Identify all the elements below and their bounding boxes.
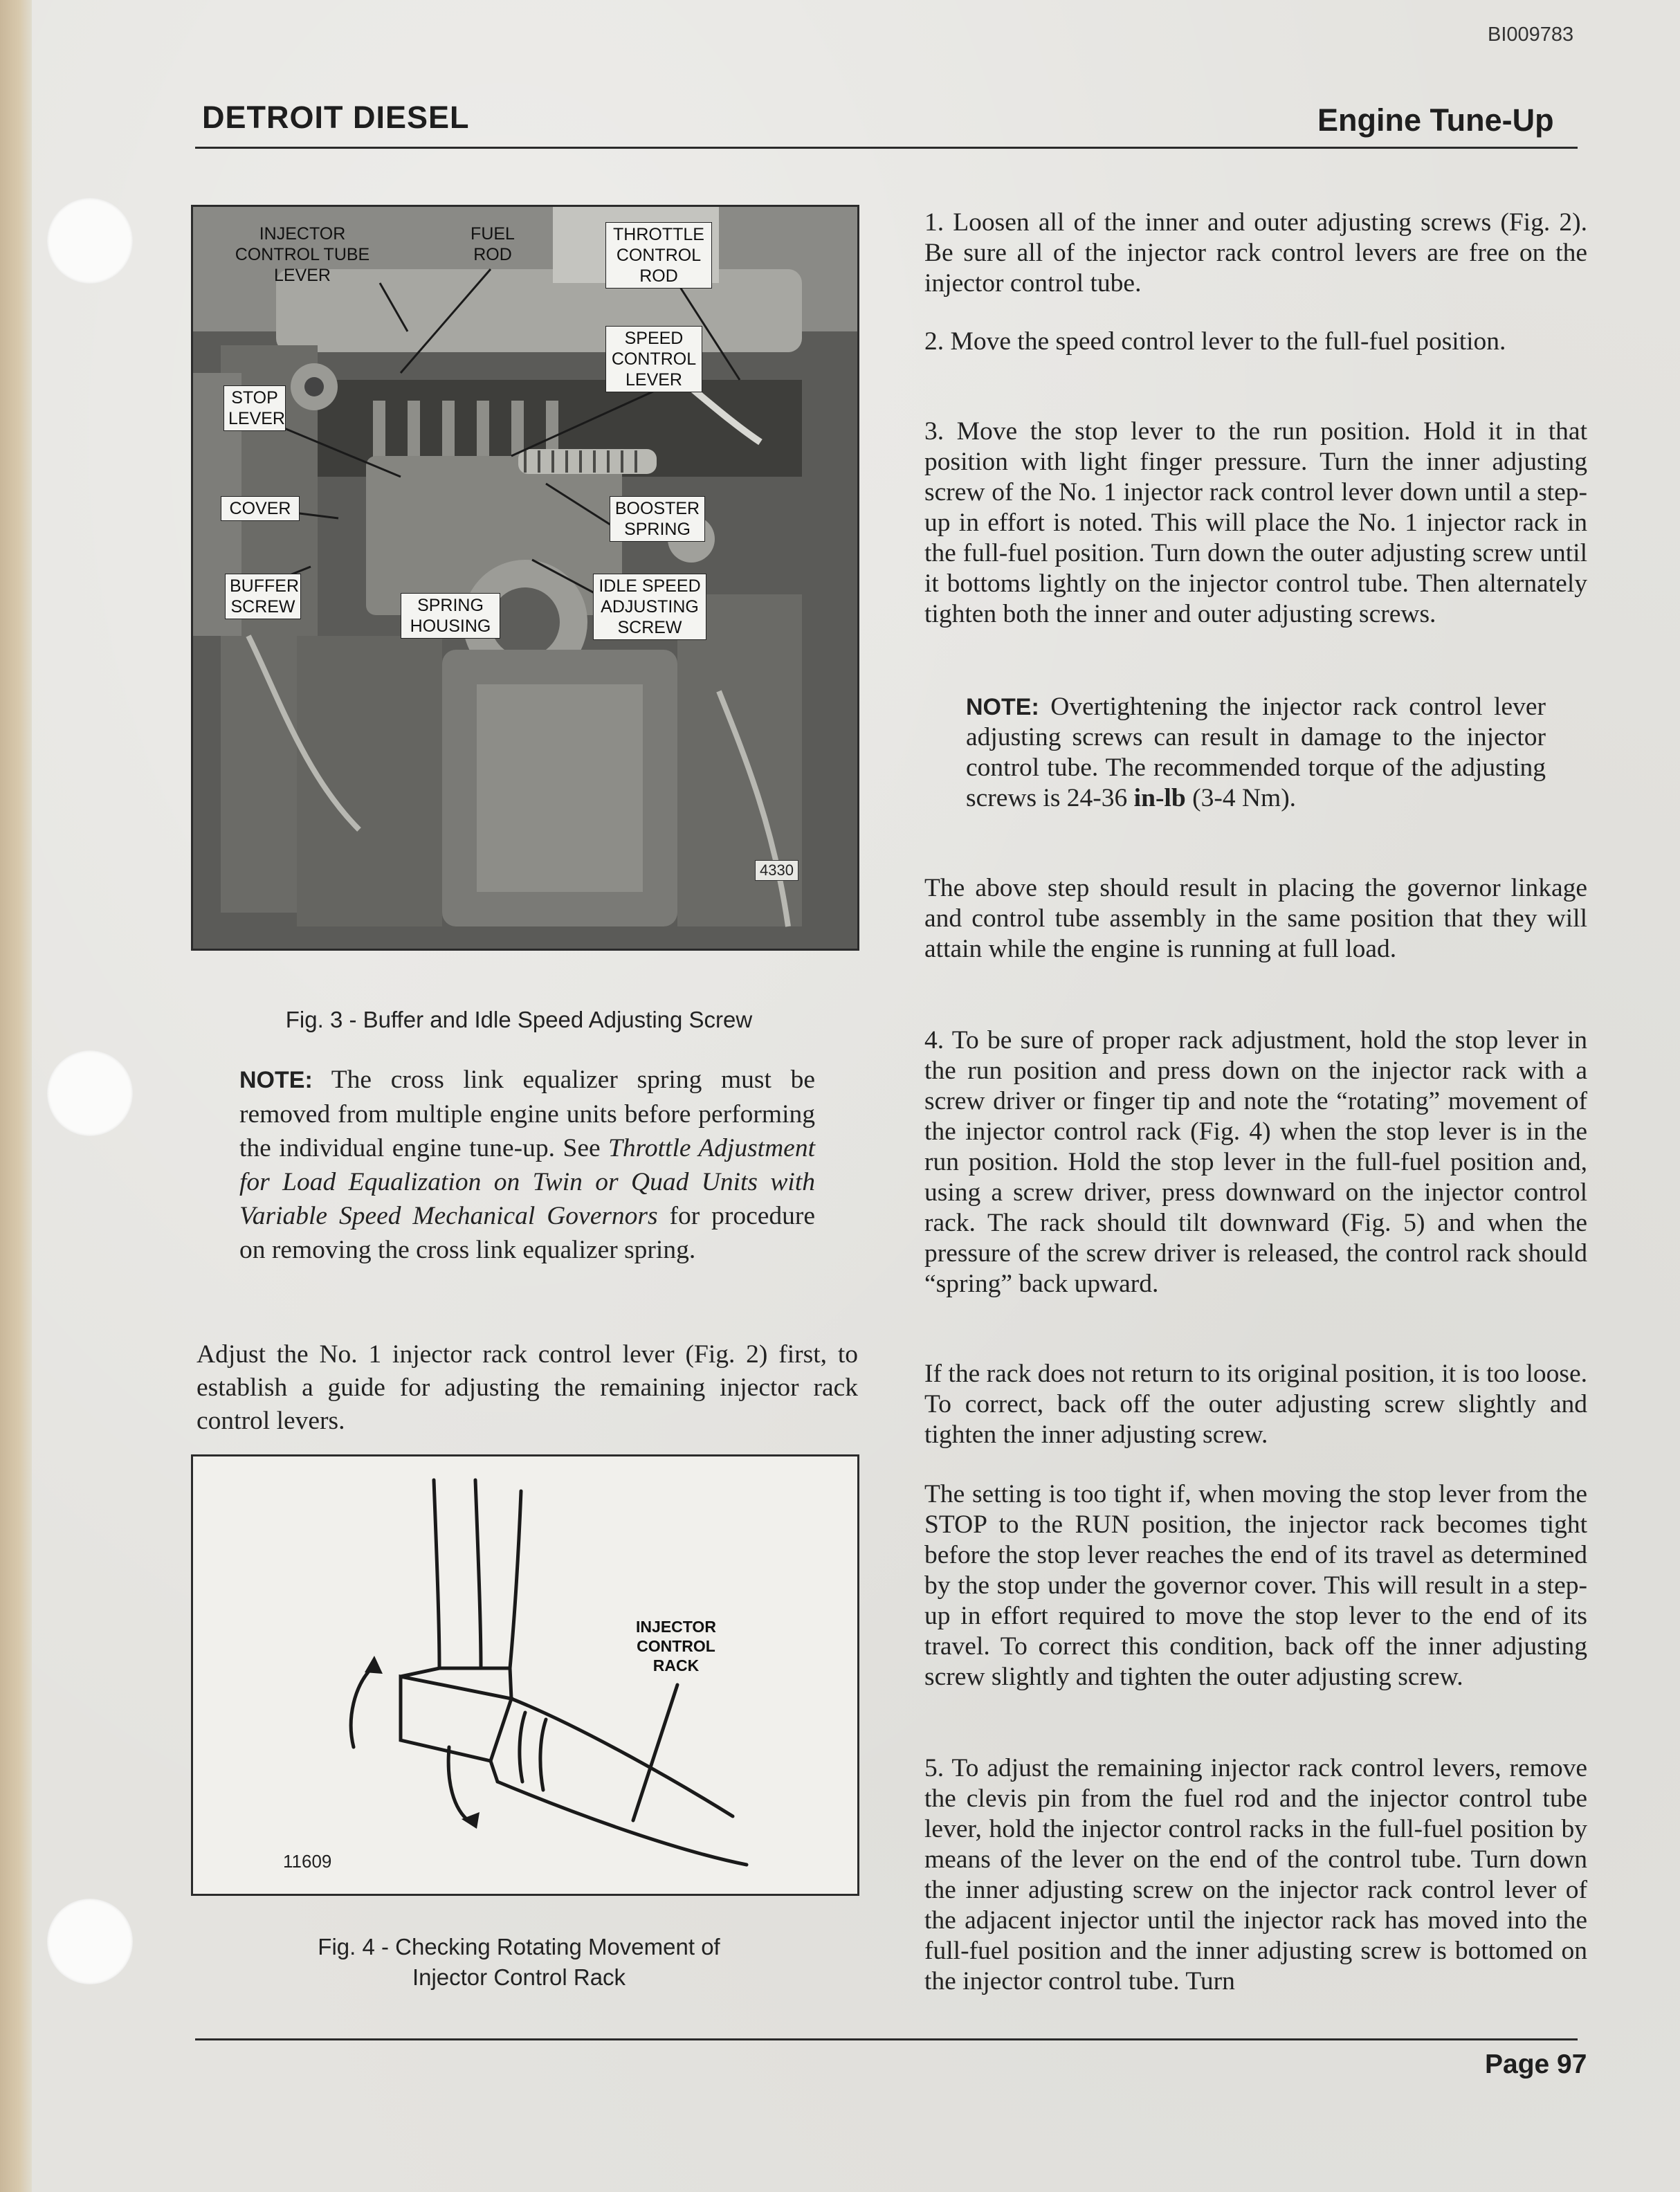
punch-hole-bottom	[47, 1899, 133, 1984]
document-id: BI009783	[1488, 24, 1574, 46]
right-note-text-2: (3-4 Nm).	[1185, 784, 1297, 812]
punch-hole-middle	[47, 1050, 133, 1136]
left-note-label: NOTE:	[239, 1067, 313, 1093]
label-fuel-rod: FUEL ROD	[471, 224, 515, 264]
left-note-text-1: The cross link equalizer spring must be removed from multiple engine units before performing the individual engine tune-up. See	[239, 1066, 815, 1162]
figure-4-caption: Fig. 4 - Checking Rotating Movement of Injector Control Rack	[318, 1934, 720, 1990]
left-note	[239, 1063, 815, 1267]
footer-rule	[195, 2038, 1578, 2040]
injector-control-rack-drawing	[193, 1456, 857, 1894]
label-stop-lever: STOP LEVER	[223, 385, 286, 431]
label-injector-control-tube-lever: INJECTOR CONTROL TUBE LEVER	[235, 224, 370, 285]
figure-3-photo-number: 4330	[755, 860, 798, 881]
right-note-text-1: Overtightening the injector rack control lever adjusting screws can result in damage to the injector control tube. The recommended torque of the adjusting screws is 24-36	[966, 693, 1546, 812]
figure-3-caption: Fig. 3 - Buffer and Idle Speed Adjusting Screw	[285, 1007, 753, 1032]
step-1: 1. Loosen all of the inner and outer adjusting screws (Fig. 2). Be sure all of the injector rack control levers are free on the injector control tube.	[924, 208, 1587, 298]
left-note-reference: Throttle Adjustment for Load Equalization on Twin or Quad Units with Variable Speed Mechanical Governors	[239, 1134, 815, 1230]
label-booster-spring: BOOSTER SPRING	[610, 496, 705, 542]
right-note-label: NOTE:	[966, 694, 1039, 720]
punch-hole-top	[47, 198, 133, 284]
paragraph-too-tight: The setting is too tight if, when moving the stop lever from the STOP to the RUN position, the injector rack becomes tight before the stop lever reaches the end of its travel as determined by the stop under the governor cover. This will result in a step-up in effort required to move the stop lever to the end of its travel. To correct this condition, back off the inner adjusting screw slightly and tighten the outer adjusting screw.	[924, 1480, 1587, 1691]
section-header: Engine Tune-Up	[1317, 102, 1554, 138]
figure-4-drawing	[191, 1454, 859, 1896]
paragraph-too-loose: If the rack does not return to its original position, it is too loose. To correct, back off the outer adjusting screw slightly and tighten the inner adjusting screw.	[924, 1360, 1587, 1449]
label-cover: COVER	[221, 496, 300, 521]
label-throttle-control-rod: THROTTLE CONTROL ROD	[605, 222, 712, 289]
step-4: 4. To be sure of proper rack adjustment, hold the stop lever in the run position and press down on the injector rack with a screw driver or finger tip and note the “rotating” movement of the injector control rack (Fig. 4) when the stop lever is in the run position. Hold the stop lever in the full-fuel position and, using a screw driver, press downward on the injector control rack. The rack should tilt downward (Fig. 5) and when the pressure of the screw driver is released, the control rack should “spring” back upward.	[924, 1026, 1587, 1298]
label-spring-housing: SPRING HOUSING	[401, 593, 500, 639]
step-5: 5. To adjust the remaining injector rack control levers, remove the clevis pin from the fuel rod and the injector control tube lever, hold the injector control racks in the full-fuel position by means of the lever on the end of the control tube. Turn down the inner adjusting screw on the injector rack control lever of the adjacent injector until the injector rack has moved into the full-fuel position and the inner adjusting screw is bottomed on the injector control tube. Turn	[924, 1754, 1587, 1995]
step-2: 2. Move the speed control lever to the full-fuel position.	[924, 327, 1506, 356]
right-note	[966, 692, 1546, 814]
paragraph-above-step: The above step should result in placing the governor linkage and control tube assembly in the same position that they will attain while the engine is running at full load.	[924, 874, 1587, 963]
figure-3-photo	[191, 205, 859, 951]
label-idle-speed-adjusting-screw: IDLE SPEED ADJUSTING SCREW	[593, 574, 706, 640]
label-buffer-screw: BUFFER SCREW	[225, 574, 301, 619]
header-rule	[195, 147, 1578, 149]
figure-4-number: 11609	[283, 1851, 332, 1872]
brand-header: DETROIT DIESEL	[202, 100, 470, 135]
left-note-text-2: for procedure on removing the cross link equalizer spring.	[239, 1202, 815, 1264]
page-number: Page 97	[1485, 2049, 1587, 2079]
step-3: 3. Move the stop lever to the run position. Hold it in that position with light finger pressure. Turn the inner adjusting screw of the No. 1 injector rack control lever down until a step-up in effort is noted. This will place the No. 1 injector rack in the full-fuel position. Turn down the outer adjusting screw until it bottoms lightly on the injector control tube. Then alternately tighten both the inner and outer adjusting screws.	[924, 417, 1587, 628]
label-speed-control-lever: SPEED CONTROL LEVER	[605, 326, 702, 392]
binder-edge	[0, 0, 32, 2192]
left-paragraph: Adjust the No. 1 injector rack control lever (Fig. 2) first, to establish a guide for adjusting the remaining injector rack control levers.	[197, 1340, 858, 1435]
label-injector-control-rack: INJECTOR CONTROL RACK	[636, 1618, 716, 1674]
torque-unit: in-lb	[1133, 784, 1186, 812]
